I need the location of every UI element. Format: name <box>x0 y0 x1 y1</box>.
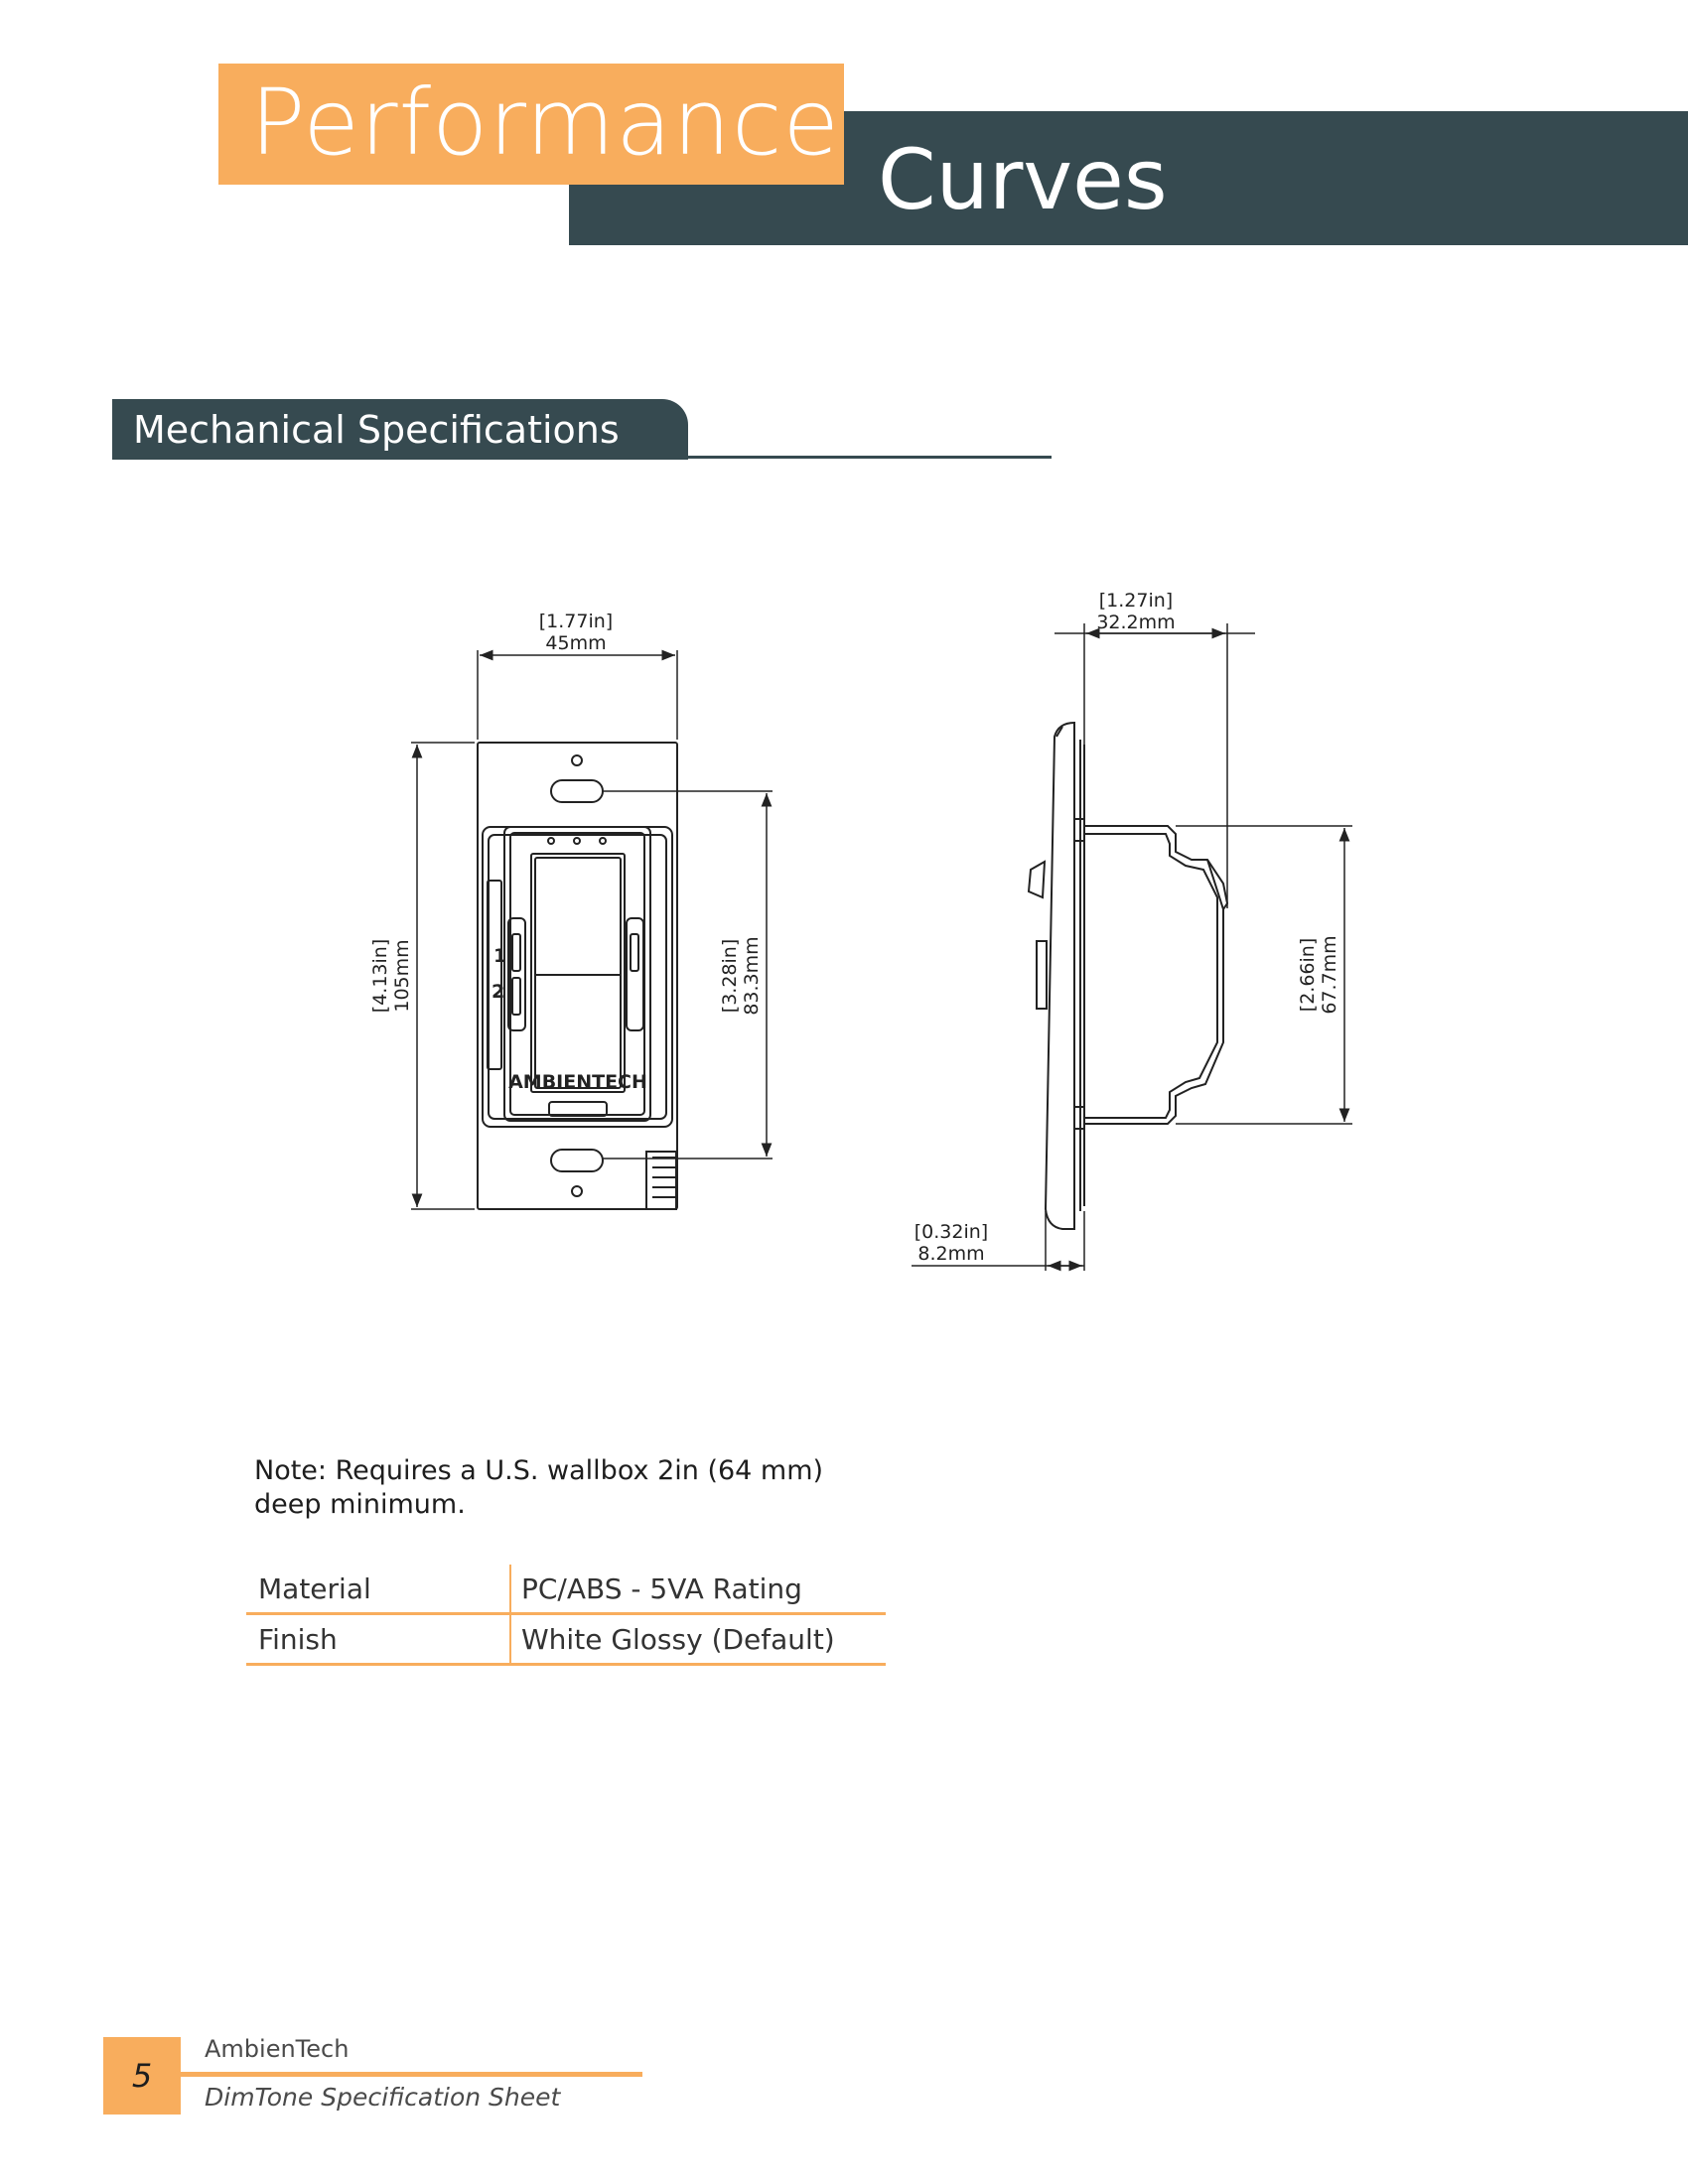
footer-document-title: DimTone Specification Sheet <box>205 2083 561 2112</box>
spec-divider <box>509 1565 511 1612</box>
brand-label: AMBIENTECH <box>508 1071 647 1093</box>
side-body-in: [2.66in] <box>1297 937 1319 1013</box>
side-body-mm: 67.7mm <box>1319 935 1340 1015</box>
spec-row <box>246 1565 886 1615</box>
mount-height-mm: 83.3mm <box>741 936 763 1016</box>
spec-label: Finish <box>258 1623 338 1656</box>
page-title-word-1: Performance <box>250 69 840 176</box>
side-depth-mm: 32.2mm <box>1096 612 1176 633</box>
spec-row <box>246 1615 886 1666</box>
front-view <box>478 743 677 1209</box>
section-heading: Mechanical Specifications <box>133 408 620 452</box>
page-title-word-2: Curves <box>878 131 1168 228</box>
front-height-in: [4.13in] <box>369 938 391 1014</box>
front-width-in: [1.77in] <box>538 611 614 632</box>
mount-height-in: [3.28in] <box>719 938 741 1014</box>
side-view <box>1029 723 1227 1229</box>
front-height-mm: 105mm <box>391 939 413 1013</box>
spec-value: White Glossy (Default) <box>521 1623 835 1656</box>
zone-2-label: 2 <box>492 981 505 1003</box>
side-depth-in: [1.27in] <box>1098 590 1174 612</box>
spec-table <box>246 1565 886 1666</box>
footer-company: AmbienTech <box>205 2035 350 2063</box>
front-width-mm: 45mm <box>545 632 607 654</box>
wallbox-note: Note: Requires a U.S. wallbox 2in (64 mm) deep minimum. <box>254 1455 824 1520</box>
spec-label: Material <box>258 1572 371 1605</box>
page-number: 5 <box>131 2057 153 2095</box>
footer-rule <box>181 2072 642 2077</box>
plate-thickness-mm: 8.2mm <box>917 1243 985 1265</box>
zone-1-label: 1 <box>493 945 507 967</box>
plate-thickness-in: [0.32in] <box>914 1221 989 1243</box>
spec-divider <box>509 1615 511 1663</box>
spec-value: PC/ABS - 5VA Rating <box>521 1572 802 1605</box>
